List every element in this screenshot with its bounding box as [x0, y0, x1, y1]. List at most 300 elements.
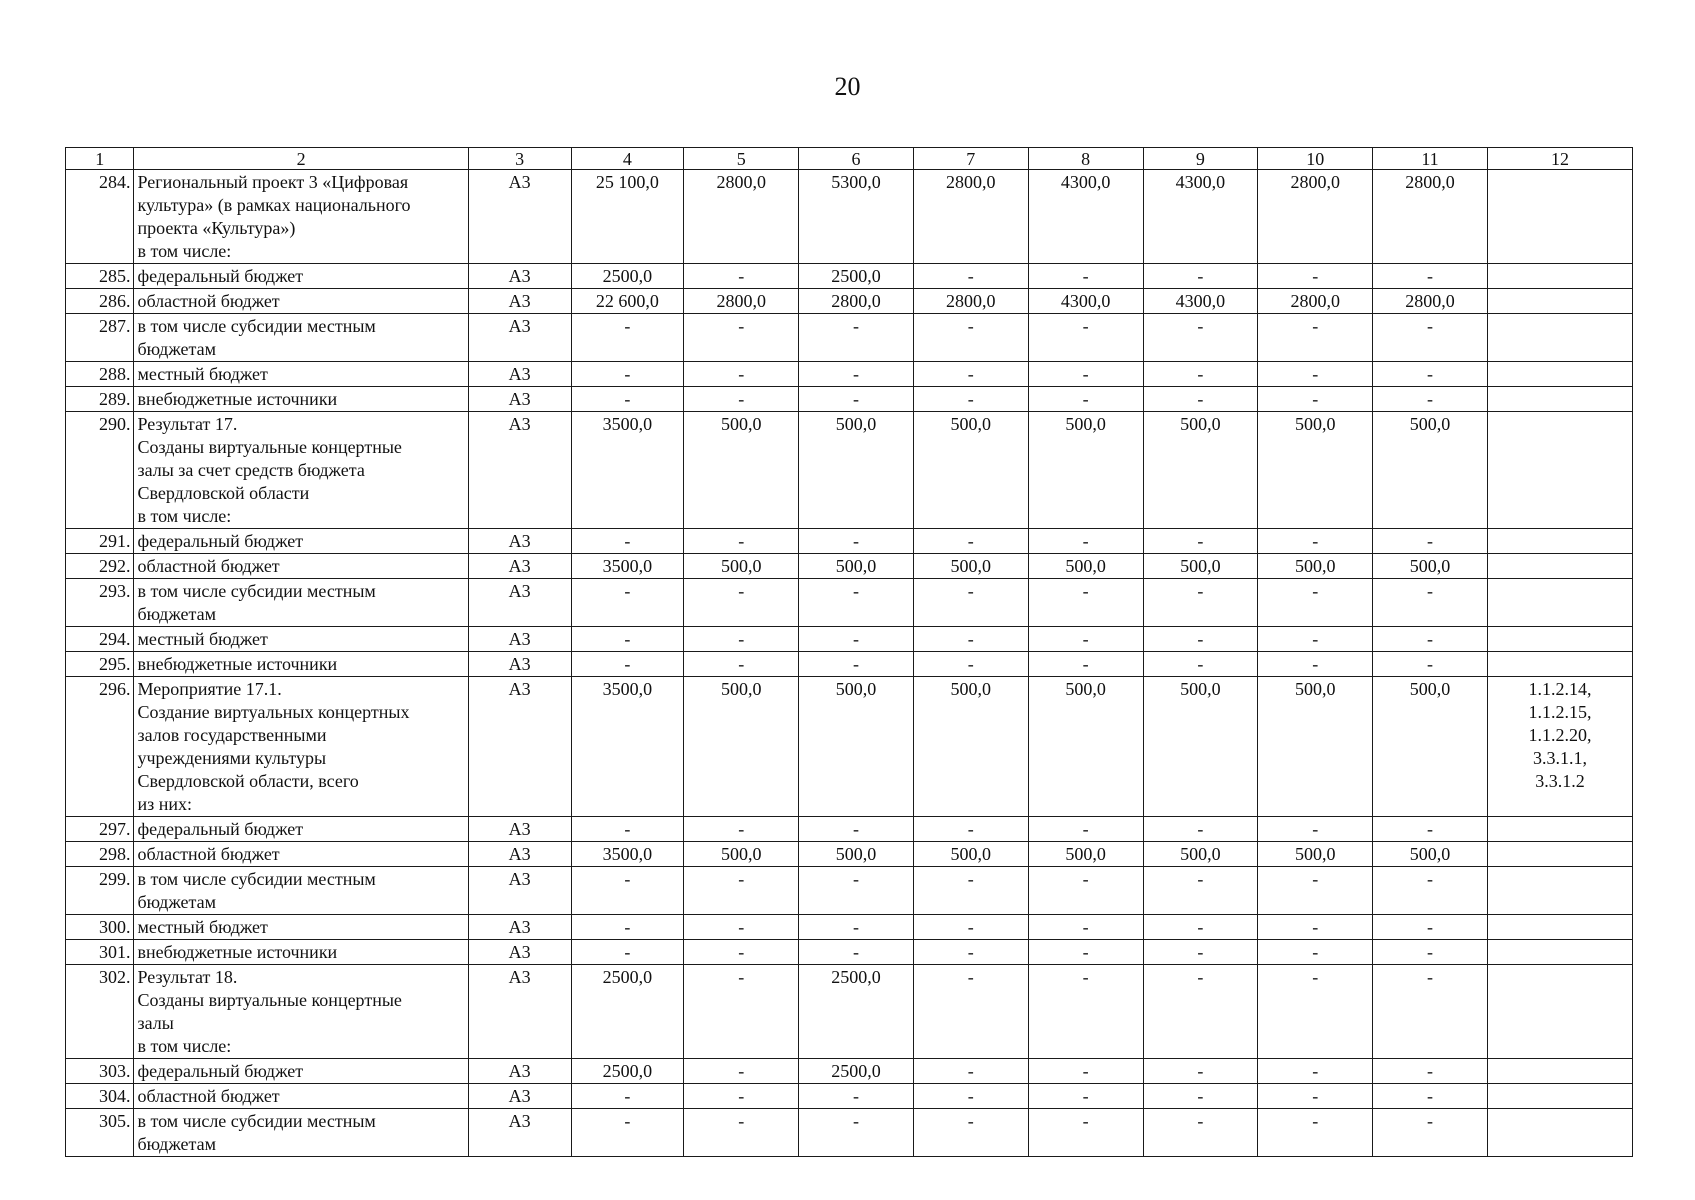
amount-cell: 3500,0 [571, 554, 684, 579]
target-refs [1487, 1084, 1632, 1109]
amount-cell: - [1373, 1084, 1488, 1109]
amount-cell: - [684, 1109, 799, 1157]
target-refs [1487, 314, 1632, 362]
table-row [66, 1084, 1633, 1109]
amount-cell: - [571, 579, 684, 627]
amount-cell: - [1143, 362, 1258, 387]
row-name-line: бюджетам [137, 892, 216, 912]
amount-cell: 500,0 [1028, 554, 1143, 579]
amount-cell: - [1028, 387, 1143, 412]
table-row [66, 652, 1633, 677]
target-refs [1487, 554, 1632, 579]
target-refs [1487, 965, 1632, 1059]
source-code: А3 [468, 915, 571, 940]
column-header: 4 [571, 148, 684, 170]
row-name-line: учреждениями культуры [137, 748, 327, 768]
row-number: 305. [66, 1109, 134, 1157]
amount-cell: - [571, 1084, 684, 1109]
table-body [66, 170, 1633, 1157]
row-number: 291. [66, 529, 134, 554]
source-code: А3 [468, 264, 571, 289]
amount-cell: 500,0 [684, 842, 799, 867]
target-refs [1487, 652, 1632, 677]
table-row [66, 264, 1633, 289]
target-refs [1487, 1109, 1632, 1157]
source-code: А3 [468, 652, 571, 677]
amount-cell: - [684, 1059, 799, 1084]
row-number: 288. [66, 362, 134, 387]
row-number: 294. [66, 627, 134, 652]
amount-cell: 2500,0 [571, 264, 684, 289]
table-row [66, 170, 1633, 264]
row-name-line: областной бюджет [137, 1086, 280, 1106]
amount-cell: 500,0 [1258, 842, 1373, 867]
row-name [134, 817, 468, 842]
row-name-line: Результат 17. [137, 414, 238, 434]
amount-cell: 2800,0 [684, 170, 799, 264]
row-name [134, 362, 468, 387]
amount-cell: - [1028, 362, 1143, 387]
row-name [134, 387, 468, 412]
amount-cell: - [1258, 264, 1373, 289]
amount-cell: 500,0 [1028, 677, 1143, 817]
amount-cell: 500,0 [1258, 412, 1373, 529]
amount-cell: 4300,0 [1028, 170, 1143, 264]
row-number: 299. [66, 867, 134, 915]
amount-cell: - [1143, 817, 1258, 842]
amount-cell: 2800,0 [799, 289, 914, 314]
amount-cell: - [799, 529, 914, 554]
page-number: 20 [834, 72, 861, 101]
amount-cell: - [684, 867, 799, 915]
amount-cell: 4300,0 [1143, 170, 1258, 264]
amount-cell: - [1028, 940, 1143, 965]
row-name-line: культура» (в рамках национального [137, 195, 411, 215]
row-number: 300. [66, 915, 134, 940]
amount-cell: - [571, 915, 684, 940]
column-header: 3 [468, 148, 571, 170]
amount-cell: 2800,0 [1258, 289, 1373, 314]
amount-cell: - [1143, 965, 1258, 1059]
table-row [66, 965, 1633, 1059]
amount-cell: - [1258, 817, 1373, 842]
amount-cell: 500,0 [799, 412, 914, 529]
amount-cell: - [913, 965, 1028, 1059]
amount-cell: - [1143, 1059, 1258, 1084]
amount-cell: - [1373, 314, 1488, 362]
amount-cell: - [913, 1109, 1028, 1157]
amount-cell: 3500,0 [571, 842, 684, 867]
amount-cell: - [684, 940, 799, 965]
amount-cell: 5300,0 [799, 170, 914, 264]
amount-cell: - [1373, 387, 1488, 412]
amount-cell: - [1373, 579, 1488, 627]
source-code: А3 [468, 170, 571, 264]
amount-cell: 500,0 [684, 677, 799, 817]
row-name-line: федеральный бюджет [137, 819, 304, 839]
amount-cell: - [1028, 529, 1143, 554]
table-row [66, 677, 1633, 817]
amount-cell: - [571, 652, 684, 677]
amount-cell: - [571, 940, 684, 965]
row-number: 297. [66, 817, 134, 842]
row-name-line: Созданы виртуальные концертные [137, 437, 402, 457]
table-row [66, 627, 1633, 652]
table-row [66, 817, 1633, 842]
target-refs [1487, 627, 1632, 652]
amount-cell: - [1028, 1109, 1143, 1157]
row-name-line: бюджетам [137, 604, 216, 624]
amount-cell: - [1373, 965, 1488, 1059]
amount-cell: - [571, 387, 684, 412]
row-name-line: залы [137, 1013, 174, 1033]
source-code: А3 [468, 1109, 571, 1157]
amount-cell: 2500,0 [799, 264, 914, 289]
source-code: А3 [468, 1084, 571, 1109]
target-refs [1487, 867, 1632, 915]
row-name [134, 412, 468, 529]
amount-cell: - [799, 915, 914, 940]
table-row [66, 915, 1633, 940]
source-code: А3 [468, 579, 571, 627]
amount-cell: - [799, 867, 914, 915]
row-name-line: местный бюджет [137, 917, 268, 937]
amount-cell: - [1028, 1059, 1143, 1084]
amount-cell: - [571, 1109, 684, 1157]
row-name-line: федеральный бюджет [137, 531, 304, 551]
amount-cell: - [571, 867, 684, 915]
header-row [66, 148, 1633, 170]
amount-cell: - [1143, 1084, 1258, 1109]
target-refs [1487, 289, 1632, 314]
row-number: 286. [66, 289, 134, 314]
target-ref: 1.1.2.14, [1528, 679, 1592, 699]
amount-cell: - [684, 627, 799, 652]
amount-cell: - [799, 627, 914, 652]
row-name-line: местный бюджет [137, 629, 268, 649]
row-name-line: в том числе субсидии местным [137, 581, 376, 601]
row-name [134, 965, 468, 1059]
amount-cell: 500,0 [1143, 842, 1258, 867]
amount-cell: 3500,0 [571, 677, 684, 817]
amount-cell: - [799, 387, 914, 412]
source-code: А3 [468, 362, 571, 387]
amount-cell: - [1143, 627, 1258, 652]
amount-cell: 500,0 [1373, 412, 1488, 529]
amount-cell: - [1143, 1109, 1258, 1157]
source-code: А3 [468, 965, 571, 1059]
row-name-line: из них: [137, 794, 192, 814]
target-ref: 1.1.2.20, [1528, 725, 1592, 745]
amount-cell: - [1143, 529, 1258, 554]
row-name-line: областной бюджет [137, 291, 280, 311]
amount-cell: 500,0 [1373, 554, 1488, 579]
amount-cell: - [1028, 965, 1143, 1059]
amount-cell: - [1258, 627, 1373, 652]
row-name-line: внебюджетные источники [137, 942, 338, 962]
amount-cell: - [1143, 314, 1258, 362]
amount-cell: 500,0 [684, 554, 799, 579]
amount-cell: - [1258, 362, 1373, 387]
amount-cell: 2800,0 [1258, 170, 1373, 264]
row-name-line: внебюджетные источники [137, 389, 338, 409]
amount-cell: 3500,0 [571, 412, 684, 529]
amount-cell: - [799, 940, 914, 965]
row-number: 290. [66, 412, 134, 529]
amount-cell: - [1028, 579, 1143, 627]
amount-cell: - [1143, 387, 1258, 412]
row-name-line: в том числе субсидии местным [137, 316, 376, 336]
amount-cell: - [913, 529, 1028, 554]
amount-cell: - [1258, 915, 1373, 940]
amount-cell: 500,0 [1373, 677, 1488, 817]
amount-cell: 500,0 [684, 412, 799, 529]
source-code: А3 [468, 387, 571, 412]
row-name [134, 554, 468, 579]
amount-cell: 2800,0 [1373, 289, 1488, 314]
amount-cell: 500,0 [799, 677, 914, 817]
amount-cell: - [913, 652, 1028, 677]
column-header: 2 [134, 148, 468, 170]
row-name [134, 1084, 468, 1109]
amount-cell: - [684, 314, 799, 362]
table-row [66, 529, 1633, 554]
table-row [66, 387, 1633, 412]
amount-cell: - [1143, 867, 1258, 915]
row-name [134, 940, 468, 965]
row-name [134, 529, 468, 554]
row-name [134, 264, 468, 289]
column-header: 7 [913, 148, 1028, 170]
amount-cell: - [1258, 652, 1373, 677]
row-number: 304. [66, 1084, 134, 1109]
row-name [134, 314, 468, 362]
amount-cell: - [1373, 264, 1488, 289]
row-name-line: Созданы виртуальные концертные [137, 990, 402, 1010]
row-name [134, 652, 468, 677]
amount-cell: - [799, 362, 914, 387]
amount-cell: - [571, 314, 684, 362]
amount-cell: - [913, 579, 1028, 627]
source-code: А3 [468, 677, 571, 817]
column-header: 10 [1258, 148, 1373, 170]
amount-cell: - [684, 387, 799, 412]
table-row [66, 579, 1633, 627]
amount-cell: - [571, 627, 684, 652]
amount-cell: - [1258, 940, 1373, 965]
row-name-line: бюджетам [137, 1134, 216, 1154]
budget-table [65, 147, 1633, 1157]
amount-cell: - [1258, 314, 1373, 362]
amount-cell: - [1373, 940, 1488, 965]
row-name [134, 170, 468, 264]
amount-cell: - [913, 627, 1028, 652]
row-name-line: Результат 18. [137, 967, 238, 987]
row-name [134, 289, 468, 314]
amount-cell: - [913, 362, 1028, 387]
target-ref: 1.1.2.15, [1528, 702, 1592, 722]
table-row [66, 412, 1633, 529]
amount-cell: - [1028, 314, 1143, 362]
row-name-line: Мероприятие 17.1. [137, 679, 282, 699]
target-refs [1487, 529, 1632, 554]
amount-cell: - [1258, 579, 1373, 627]
row-name-line: областной бюджет [137, 844, 280, 864]
amount-cell: - [913, 314, 1028, 362]
row-name [134, 579, 468, 627]
amount-cell: - [684, 264, 799, 289]
row-name-line: бюджетам [137, 339, 216, 359]
amount-cell: - [1143, 652, 1258, 677]
amount-cell: - [1258, 1109, 1373, 1157]
row-name-line: Свердловской области [137, 483, 310, 503]
amount-cell: - [799, 817, 914, 842]
amount-cell: - [799, 314, 914, 362]
amount-cell: - [1258, 387, 1373, 412]
amount-cell: 2500,0 [571, 965, 684, 1059]
target-refs [1487, 362, 1632, 387]
amount-cell: - [913, 817, 1028, 842]
column-header: 11 [1373, 148, 1488, 170]
amount-cell: - [913, 940, 1028, 965]
amount-cell: - [913, 387, 1028, 412]
row-name-line: залы за счет средств бюджета [137, 460, 365, 480]
row-number: 303. [66, 1059, 134, 1084]
row-name-line: Свердловской области, всего [137, 771, 359, 791]
amount-cell: - [1028, 652, 1143, 677]
target-refs [1487, 264, 1632, 289]
row-name-line: Региональный проект 3 «Цифровая [137, 172, 409, 192]
row-name-line: в том числе: [137, 506, 232, 526]
amount-cell: - [1373, 627, 1488, 652]
amount-cell: - [1258, 1084, 1373, 1109]
source-code: А3 [468, 817, 571, 842]
source-code: А3 [468, 940, 571, 965]
amount-cell: - [1028, 867, 1143, 915]
source-code: А3 [468, 627, 571, 652]
target-refs [1487, 940, 1632, 965]
target-refs [1487, 1059, 1632, 1084]
source-code: А3 [468, 842, 571, 867]
source-code: А3 [468, 412, 571, 529]
target-refs [1487, 817, 1632, 842]
column-header: 12 [1487, 148, 1632, 170]
amount-cell: 500,0 [913, 677, 1028, 817]
amount-cell: - [1143, 264, 1258, 289]
amount-cell: - [684, 915, 799, 940]
amount-cell: - [571, 362, 684, 387]
source-code: А3 [468, 1059, 571, 1084]
target-refs [1487, 677, 1632, 817]
row-name-line: в том числе: [137, 241, 232, 261]
amount-cell: 500,0 [913, 554, 1028, 579]
amount-cell: 4300,0 [1143, 289, 1258, 314]
amount-cell: - [1028, 915, 1143, 940]
row-number: 293. [66, 579, 134, 627]
amount-cell: - [913, 915, 1028, 940]
row-name-line: в том числе субсидии местным [137, 1111, 376, 1131]
row-number: 301. [66, 940, 134, 965]
amount-cell: 2800,0 [913, 170, 1028, 264]
table-row [66, 842, 1633, 867]
row-name [134, 915, 468, 940]
amount-cell: 25 100,0 [571, 170, 684, 264]
table-row [66, 1109, 1633, 1157]
row-name-line: федеральный бюджет [137, 1061, 304, 1081]
column-header: 5 [684, 148, 799, 170]
source-code: А3 [468, 529, 571, 554]
amount-cell: 500,0 [1143, 677, 1258, 817]
source-code: А3 [468, 867, 571, 915]
amount-cell: - [1373, 915, 1488, 940]
amount-cell: - [684, 1084, 799, 1109]
column-header: 6 [799, 148, 914, 170]
amount-cell: 500,0 [1373, 842, 1488, 867]
column-header: 1 [66, 148, 134, 170]
amount-cell: 500,0 [1143, 412, 1258, 529]
amount-cell: - [1258, 965, 1373, 1059]
amount-cell: - [799, 579, 914, 627]
amount-cell: - [684, 529, 799, 554]
row-number: 285. [66, 264, 134, 289]
amount-cell: 500,0 [1143, 554, 1258, 579]
row-name-line: в том числе: [137, 1036, 232, 1056]
target-refs [1487, 170, 1632, 264]
row-number: 284. [66, 170, 134, 264]
row-name [134, 867, 468, 915]
amount-cell: - [1373, 652, 1488, 677]
amount-cell: 2500,0 [799, 1059, 914, 1084]
amount-cell: 2500,0 [799, 965, 914, 1059]
table-row [66, 362, 1633, 387]
amount-cell: 2500,0 [571, 1059, 684, 1084]
row-number: 295. [66, 652, 134, 677]
amount-cell: - [684, 362, 799, 387]
amount-cell: 2800,0 [913, 289, 1028, 314]
amount-cell: - [571, 529, 684, 554]
row-number: 302. [66, 965, 134, 1059]
column-header: 9 [1143, 148, 1258, 170]
amount-cell: 500,0 [799, 842, 914, 867]
amount-cell: 500,0 [1028, 412, 1143, 529]
row-name [134, 842, 468, 867]
target-refs [1487, 915, 1632, 940]
amount-cell: - [1028, 817, 1143, 842]
row-number: 287. [66, 314, 134, 362]
table-row [66, 314, 1633, 362]
row-number: 289. [66, 387, 134, 412]
source-code: А3 [468, 314, 571, 362]
amount-cell: - [1373, 529, 1488, 554]
amount-cell: - [799, 652, 914, 677]
row-name-line: в том числе субсидии местным [137, 869, 376, 889]
amount-cell: - [684, 965, 799, 1059]
amount-cell: - [1258, 529, 1373, 554]
amount-cell: - [571, 817, 684, 842]
table-row [66, 940, 1633, 965]
amount-cell: - [799, 1109, 914, 1157]
amount-cell: 2800,0 [1373, 170, 1488, 264]
target-refs [1487, 412, 1632, 529]
row-name-line: Создание виртуальных концертных [137, 702, 410, 722]
amount-cell: - [913, 1059, 1028, 1084]
table-row [66, 554, 1633, 579]
amount-cell: - [799, 1084, 914, 1109]
row-name-line: проекта «Культура») [137, 218, 296, 238]
amount-cell: - [913, 1084, 1028, 1109]
row-name [134, 1109, 468, 1157]
amount-cell: 500,0 [799, 554, 914, 579]
